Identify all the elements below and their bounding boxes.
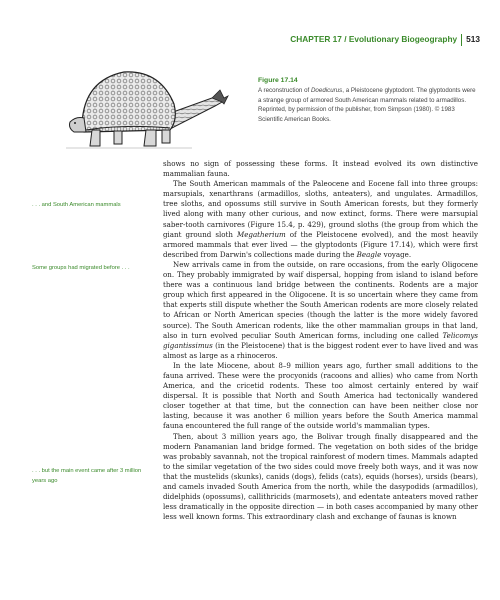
caption-text: A reconstruction of: [258, 87, 311, 94]
body-text: [163, 159, 478, 522]
glyptodont-illustration: [62, 60, 232, 160]
text-run: New arrivals came in from the outside, on rare occasions, from the early Oligocene on. They probably immigrated by waif dispersal, hopping from island to island before there was a continuous land bridge between the continents. Rodents are a major group which first appeared in the Oligocene. It is so uncertain where they came from that experts still dispute whether the South American rodents are more closely related to African or North American species (though the latter is the more widely favored source). The South American rodents, like the other mammalian groups in that land, also in turn evolved peculiar South American forms, including one called: [163, 259, 478, 340]
paragraph: [163, 260, 478, 361]
text-run: of the Pleistocene evolved), and the most heavily armored mammals that ever lived — the glyptodonts (Figure 17.14), which were first described from Darwin's collections made during the: [163, 229, 478, 259]
paragraph: [163, 159, 478, 179]
italic-term: Beagle: [356, 249, 382, 259]
text-run: The South American mammals of the Paleocene and Eocene fall into three groups: marsupials, xenarthrans (armadillos, sloths, anteaters), and ungulates. Armadillos, tree sloths, and opossums still survive in South American forests, but they formerly lived along with many other curious, and now extinct, forms. There were marsupial saber-tooth carnivores (Figure 15.4, p. 429), ground sloths (the group from which the giant ground sloth: [163, 179, 478, 239]
text-run: (in the Pleistocene) that is the biggest rodent ever to have lived and was almost as large as a rhinoceros.: [163, 340, 478, 360]
figure-caption: [258, 76, 476, 125]
paragraph: [163, 179, 478, 260]
text-run: In the late Miocene, about 8–9 million years ago, further small additions to the fauna arrived. These were the procyonids (racoons and allies) who came from North America, and the cricetid rodents. These too almost certainly entered by waif dispersal. It is possible that North and South America had tectonically wandered closer together at that time, but the connection can have been neither close nor lasting, because it was another 6 million years before the South America mammal fauna encountered the full range of the outside world's mammalian types.: [163, 360, 478, 431]
text-run: shows no sign of possessing these forms. It instead evolved its own distinctive mammalian fauna.: [163, 159, 478, 179]
margin-note-2: Some groups had migrated before . . .: [32, 265, 130, 271]
italic-term: Telicomys gigantissimus: [163, 330, 478, 350]
figure-label: Figure 17.14: [258, 77, 298, 84]
page-number: 513: [466, 34, 480, 45]
header-divider: [461, 34, 462, 46]
chapter-title: CHAPTER 17 / Evolutionary Biogeography: [290, 34, 458, 45]
italic-term: Megatherium: [236, 229, 286, 239]
caption-genus: Doedicurus: [310, 87, 343, 94]
text-run: Then, about 3 million years ago, the Bolivar trough finally disappeared and the modern Panamanian land bridge formed. The vegetation on both sides of the bridge was probably savannah, not the tropical rainforest of modern times. Mammals adapted to the similar vegetation of the two sides could move freely both ways, and it was now that the mustelids (skunks), canids (dogs), felids (cats), equids (horses), ursids (bears), and camels invaded South America from the north, while the dasypodids (armadillos), didelphids (opossums), callithricids (marmosets), and edentate anteaters moved rather less dramatically in the opposite direction — in both cases accompanied by many other less well known forms. This extraordinary clash and exchange of faunas is known: [163, 431, 478, 522]
text-run: voyage.: [381, 249, 412, 259]
margin-note-3: . . . but the main event came after 3 million years ago: [32, 468, 142, 484]
running-header: [290, 34, 480, 46]
margin-note-1: . . . and South American mammals: [32, 202, 121, 208]
paragraph: [163, 361, 478, 432]
caption-text-cont: , a Pleistocene glyptodont. The glyptodonts were a strange group of armored South American mammals related to armadillos. Reprinted, by permission of the publisher, from Simpson (1980). © 1983 Scientific American Books.: [258, 87, 476, 124]
paragraph: [163, 432, 478, 523]
